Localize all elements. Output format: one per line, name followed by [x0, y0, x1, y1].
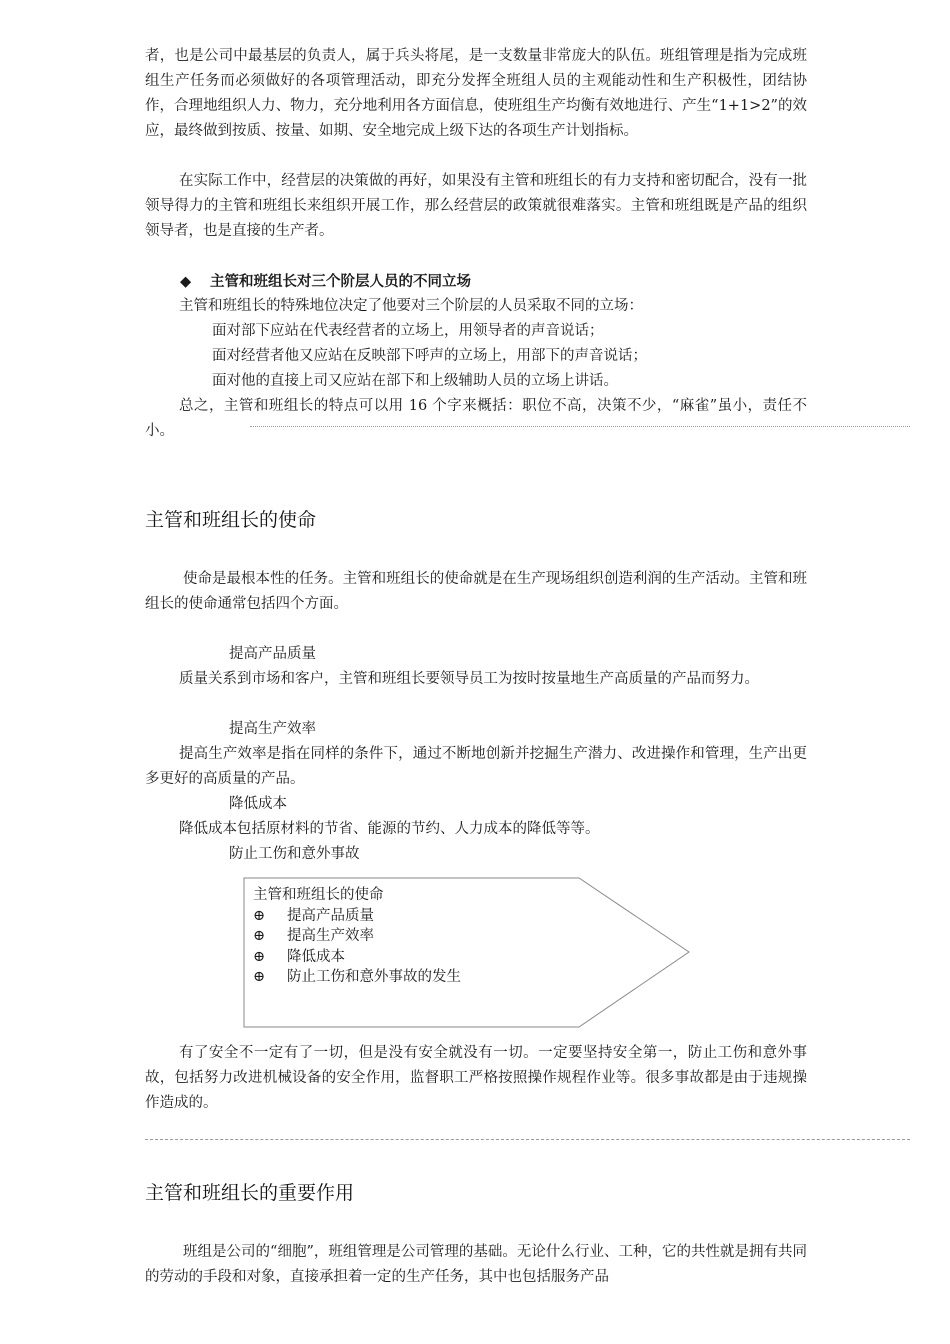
circle-plus-icon: ⊕	[253, 928, 266, 944]
importance-paragraph: 班组是公司的“细胞”，班组管理是公司管理的基础。无论什么行业、工种，它的共性就是拥有共同的劳动的手段和对象，直接承担着一定的生产任务，其中也包括服务产品	[145, 1244, 807, 1285]
diagram-list-item: ⊕ 防止工伤和意外事故的发生	[253, 967, 461, 988]
mission-item-desc: 质量关系到市场和客户，主管和班组长要领导员工为按时按量地生产高质量的产品而努力。	[179, 671, 759, 687]
mission-item-desc: 提高生产效率是指在同样的条件下，通过不断地创新并挖掘生产潜力、改进操作和管理，生产出更多更好的高质量的产品。	[145, 746, 807, 787]
circle-plus-icon: ⊕	[253, 969, 266, 985]
diagram-list-item: ⊕ 提高产品质量	[253, 906, 461, 927]
safety-paragraph: 有了安全不一定有了一切，但是没有安全就没有一切。一定要坚持安全第一，防止工伤和意外事故，包括努力改进机械设备的安全作用，监督职工严格按照操作规程作业等。很多事故都是由于违规操作造成的。	[145, 1045, 807, 1111]
stance-item: 面对他的直接上司又应站在部下和上级辅助人员的立场上讲话。	[212, 373, 618, 389]
mission-item-title: 防止工伤和意外事故	[229, 846, 360, 862]
mission-item-title: 降低成本	[229, 796, 287, 812]
dotted-divider	[250, 426, 910, 427]
diamond-bullet-icon: ◆	[180, 274, 192, 290]
importance-heading: 主管和班组长的重要作用	[145, 1182, 355, 1204]
intro-paragraph-2: 在实际工作中，经营层的决策做的再好，如果没有主管和班组长的有力支持和密切配合，没有一批领导得力的主管和班组长来组织开展工作，那么经营层的政策就很难落实。主管和班组既是产品的组织领导者，也是直接的生产者。	[145, 173, 807, 239]
stance-bullet-title: 主管和班组长对三个阶层人员的不同立场	[210, 274, 471, 290]
mission-item-title: 提高产品质量	[229, 646, 316, 662]
circle-plus-icon: ⊕	[253, 948, 266, 965]
intro-paragraph-1: 者，也是公司中最基层的负责人，属于兵头将尾，是一支数量非常庞大的队伍。班组管理是指为完成班组生产任务而必须做好的各项管理活动，即充分发挥全班组人员的主观能动性和生产积极性，团结协作，合理地组织人力、物力，充分地利用各方面信息，使班组生产均衡有效地进行、产生“1+1>2”的效应，最终做到按质、按量、如期、安全地完成上级下达的各项生产计划指标。	[145, 48, 807, 139]
diagram-list-item: ⊕ 提高生产效率	[253, 926, 461, 947]
mission-item-title: 提高生产效率	[229, 721, 316, 737]
stance-item: 面对部下应站在代表经营者的立场上，用领导者的声音说话；	[212, 323, 604, 339]
stance-intro: 主管和班组长的特殊地位决定了他要对三个阶层的人员采取不同的立场：	[179, 298, 643, 314]
stance-item: 面对经营者他又应站在反映部下呼声的立场上，用部下的声音说话；	[212, 348, 647, 364]
arrow-diagram-content	[253, 885, 461, 988]
diagram-list-item: ⊕ 降低成本	[253, 947, 461, 968]
mission-intro: 使命是最根本性的任务。主管和班组长的使命就是在生产现场组织创造利润的生产活动。主管和班组长的使命通常包括四个方面。	[145, 571, 807, 612]
summary-paragraph: 总之，主管和班组长的特点可以用 16 个字来概括：职位不高，决策不少，“麻雀”虽小，责任不小。	[145, 398, 807, 439]
diagram-title: 主管和班组长的使命	[253, 887, 384, 903]
dashed-divider	[145, 1139, 910, 1140]
stance-bullet-heading	[180, 270, 471, 295]
mission-item-desc: 降低成本包括原材料的节省、能源的节约、人力成本的降低等等。	[179, 821, 600, 837]
mission-heading: 主管和班组长的使命	[145, 509, 317, 531]
mission-arrow-diagram	[243, 877, 691, 1028]
circle-plus-icon: ⊕	[253, 907, 266, 924]
